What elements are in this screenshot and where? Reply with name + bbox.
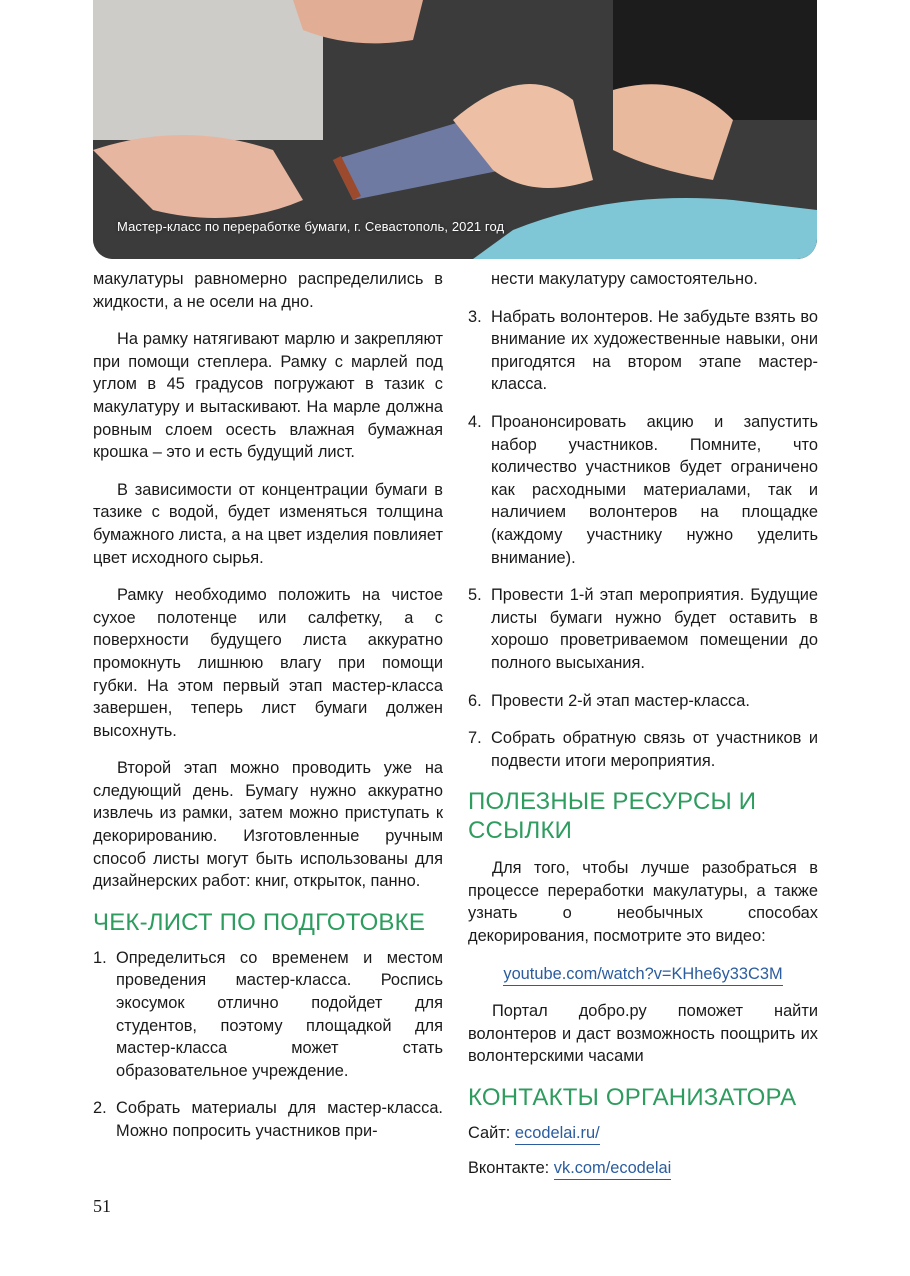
list-item-text: Провести 2-й этап мастер-класса. xyxy=(491,691,750,710)
list-item xyxy=(93,947,443,1083)
paragraph: Второй этап можно проводить уже на следующий день. Бумагу нужно аккуратно извлечь из рамки, затем можно приступать к декорированию. Изготовленные ручным способ листы могут быть использованы для дизайнерских работ: книг, открыток, панно. xyxy=(93,759,443,891)
list-item xyxy=(468,584,818,674)
paragraph: В зависимости от концентрации бумаги в тазике с водой, будет изменяться толщина бумажного листа, а на цвет изделия повлияет цвет исходного сырья. xyxy=(93,480,443,567)
list-item-number: 5. xyxy=(468,586,482,605)
vk-line xyxy=(468,1157,818,1180)
paragraph: Рамку необходимо положить на чистое сухое полотенце или салфетку, а с поверхности будущего листа аккуратно промокнуть лишнюю влагу при помощи губки. На этом первый этап мастер-класса завершен, теперь лист бумаги должен высохнуть. xyxy=(93,586,443,740)
vk-link[interactable]: vk.com/ecodelai xyxy=(554,1159,672,1180)
video-link-line xyxy=(468,963,818,986)
list-item-text: Собрать материалы для мастер-класса. Можно попросить участников при- xyxy=(116,1099,443,1140)
photo-caption: Мастер-класс по переработке бумаги, г. Севастополь, 2021 год xyxy=(117,219,505,234)
checklist xyxy=(93,947,443,1143)
paragraph: макулатуры равномерно распределились в жидкости, а не осели на дно. xyxy=(93,270,443,311)
list-item xyxy=(93,1097,443,1142)
list-item-number: 7. xyxy=(468,729,482,748)
list-item-number: 1. xyxy=(93,948,107,967)
site-line xyxy=(468,1122,818,1145)
list-item-text: Собрать обратную связь от участников и подвести итоги мероприятия. xyxy=(491,729,818,770)
list-item-number: 2. xyxy=(93,1099,107,1118)
checklist-heading: ЧЕК-ЛИСТ ПО ПОДГОТОВКЕ xyxy=(93,908,426,936)
list-continuation: нести макулатуру самостоятельно. xyxy=(491,270,758,288)
list-item-text: Определиться со временем и местом проведения мастер-класса. Роспись экосумок отлично подойдет для студентов, поэтому площадкой для мастер-класса может стать образовательное учреждение. xyxy=(116,948,443,1080)
list-item-text: Провести 1-й этап мероприятия. Будущие листы бумаги нужно будет оставить в хорошо проветриваемом помещении до полного высыхания. xyxy=(491,586,818,672)
left-column xyxy=(93,268,443,1158)
list-item-number: 6. xyxy=(468,691,482,710)
site-link[interactable]: ecodelai.ru/ xyxy=(515,1124,600,1145)
list-item-number: 4. xyxy=(468,412,482,431)
page-number: 51 xyxy=(93,1196,111,1216)
right-column xyxy=(468,268,818,1179)
resources-heading: ПОЛЕЗНЫЕ РЕСУРСЫ И ССЫЛКИ xyxy=(468,788,757,845)
list-item xyxy=(468,306,818,396)
list-item-number: 3. xyxy=(468,307,482,326)
contacts-heading: КОНТАКТЫ ОРГАНИЗАТОРА xyxy=(468,1084,797,1112)
video-link[interactable]: youtube.com/watch?v=KHhe6y33C3M xyxy=(503,965,782,986)
paragraph: На рамку натягивают марлю и закрепляют при помощи степлера. Рамку с марлей под углом в 45 градусов погружают в тазик с макулатуру и вытаскивают. На марле должна ровным слоем осесть влажная бумажная крошка – это и есть будущий лист. xyxy=(93,330,443,462)
list-item xyxy=(468,411,818,569)
list-item xyxy=(468,727,818,772)
checklist-continued xyxy=(468,306,818,773)
site-label: Сайт: xyxy=(468,1124,515,1143)
portal-text: Портал добро.ру поможет найти волонтеров и даст возможность поощрить их волонтерскими часами xyxy=(468,1002,818,1066)
list-item-text: Проанонсировать акцию и запустить набор участников. Помните, что количество участников будет ограничено как расходными материалами, так и наличием волонтеров на площадке (каждому участнику нужно уделить внимание). xyxy=(491,412,818,567)
resources-text: Для того, чтобы лучше разобраться в процессе переработки макулатуры, а также узнать о необычных способах декорирования, посмотрите это видео: xyxy=(468,859,818,946)
vk-label: Вконтакте: xyxy=(468,1158,554,1177)
header-photo xyxy=(93,0,817,259)
list-item xyxy=(468,690,818,713)
list-item-text: Набрать волонтеров. Не забудьте взять во внимание их художественные навыки, они пригодятся на втором этапе мастер-класса. xyxy=(491,307,818,394)
